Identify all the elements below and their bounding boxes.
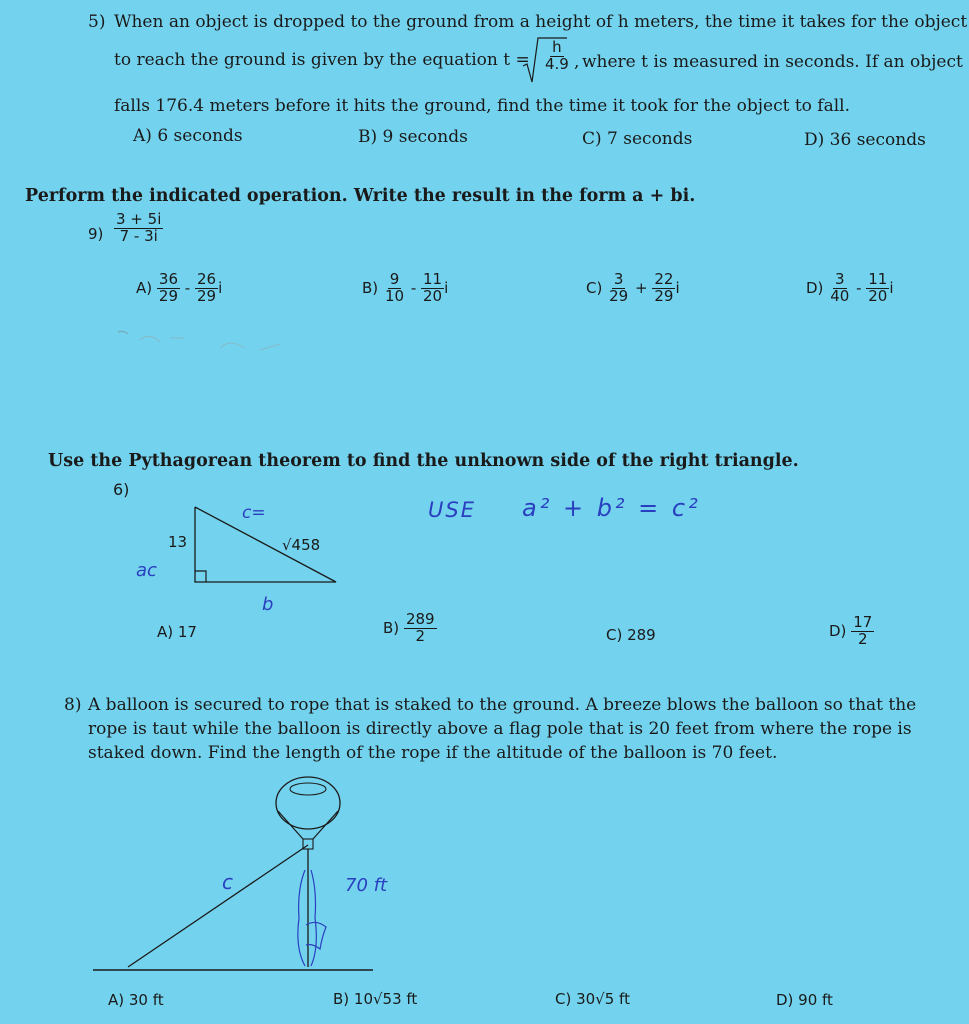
q5-choice-d[interactable]: D) 36 seconds (804, 130, 926, 150)
q5-choice-c[interactable]: C) 7 seconds (582, 129, 693, 149)
q5-choice-b[interactable]: B) 9 seconds (358, 127, 468, 147)
q5-sqrt-denominator: 4.9 (545, 54, 569, 73)
triangle-leg-label: 13 (168, 533, 188, 551)
choice-numerator: 17 (853, 613, 873, 631)
real-numerator: 3 (834, 270, 845, 288)
imaginary-unit: i (218, 278, 223, 297)
q9-choice-a[interactable] (136, 272, 222, 305)
imaginary-unit: i (889, 278, 894, 297)
hand-c-label: c= (242, 503, 266, 523)
operator: - (184, 278, 191, 297)
q6-choice-b[interactable] (383, 612, 437, 645)
imag-numerator: 11 (423, 270, 443, 288)
hand-use: USE (428, 498, 476, 522)
choice-letter: D) (829, 621, 847, 640)
hand-a-label: ac (136, 560, 157, 581)
imag-numerator: 26 (196, 270, 217, 288)
pencil-marks (110, 320, 310, 380)
q9-number: 9) (88, 225, 104, 243)
hand-formula: a² + b² = c² (522, 494, 701, 522)
real-numerator: 9 (389, 270, 400, 288)
q6-choice-d[interactable] (829, 615, 874, 648)
triangle-hypotenuse-label: √458 (282, 536, 321, 554)
choice-denominator: 2 (415, 626, 426, 645)
imag-denominator: 29 (196, 286, 217, 305)
q8-line2: rope is taut while the balloon is directly above a flag pole that is 20 feet from where the rope is (88, 719, 912, 739)
choice-letter: B) (383, 618, 400, 637)
hand-rope-label: c (222, 870, 233, 894)
real-denominator: 10 (384, 286, 405, 305)
choice-letter: C) (586, 278, 603, 297)
hand-b-label: b (262, 594, 274, 615)
q9-numerator: 3 + 5i (116, 210, 162, 228)
choice-letter: A) (136, 278, 153, 297)
choice-letter: D) (806, 278, 824, 297)
imaginary-unit: i (444, 278, 449, 297)
choice-letter: B) (362, 278, 379, 297)
operator: + (634, 278, 648, 297)
q5-sqrt-expression (529, 40, 571, 73)
q8-line1: A balloon is secured to rope that is staked to the ground. A breeze blows the balloon so that the (88, 695, 917, 715)
right-triangle (193, 505, 343, 585)
imag-denominator: 29 (654, 286, 674, 305)
q8-choice-c[interactable]: C) 30√5 ft (555, 990, 630, 1008)
operator: - (410, 278, 417, 297)
q5-sqrt-numerator: h (552, 38, 562, 56)
q9-choice-c[interactable] (586, 272, 680, 305)
radical-sign (523, 38, 567, 88)
operator: - (856, 278, 862, 297)
real-numerator: 3 (613, 270, 624, 288)
real-denominator: 29 (609, 286, 629, 305)
real-numerator: 36 (158, 270, 178, 288)
q9-choice-b[interactable] (362, 272, 448, 305)
q9-denominator: 7 - 3i (119, 226, 158, 245)
imaginary-unit: i (675, 278, 680, 297)
complex-instruction: Perform the indicated operation. Write the result in the form a + bi. (25, 186, 696, 206)
imag-denominator: 20 (868, 286, 888, 305)
q8-choice-d[interactable]: D) 90 ft (776, 991, 833, 1009)
q8-number: 8) (64, 695, 82, 715)
q5-line2-post: where t is measured in seconds. If an object (582, 52, 963, 72)
q5-line1: When an object is dropped to the ground from a height of h meters, the time it takes for the object (114, 12, 968, 32)
imag-denominator: 20 (423, 286, 443, 305)
q6-choice-a[interactable]: A) 17 (157, 623, 197, 641)
q5-line2-pre: to reach the ground is given by the equation t = (114, 50, 530, 70)
balloon-diagram (93, 775, 383, 975)
q8-line3: staked down. Find the length of the rope if the altitude of the balloon is 70 feet. (88, 743, 778, 763)
hand-altitude-label: 70 ft (345, 875, 388, 896)
q6-choice-c[interactable]: C) 289 (606, 626, 656, 644)
real-denominator: 29 (158, 286, 178, 305)
imag-numerator: 11 (868, 270, 888, 288)
choice-denominator: 2 (857, 629, 868, 648)
imag-numerator: 22 (654, 270, 674, 288)
q8-choice-b[interactable]: B) 10√53 ft (333, 990, 418, 1008)
q5-line3: falls 176.4 meters before it hits the ground, find the time it took for the object to fall. (114, 96, 851, 116)
q9-choice-d[interactable] (806, 272, 894, 305)
q9-expression (114, 212, 163, 245)
pythagorean-instruction: Use the Pythagorean theorem to find the unknown side of the right triangle. (48, 451, 799, 471)
real-denominator: 40 (830, 286, 850, 305)
q8-choice-a[interactable]: A) 30 ft (108, 991, 164, 1009)
q5-number: 5) (88, 12, 106, 32)
q5-comma: , (574, 52, 580, 72)
q6-number: 6) (113, 480, 130, 499)
q5-choice-a[interactable]: A) 6 seconds (133, 126, 243, 146)
choice-numerator: 289 (405, 610, 435, 628)
